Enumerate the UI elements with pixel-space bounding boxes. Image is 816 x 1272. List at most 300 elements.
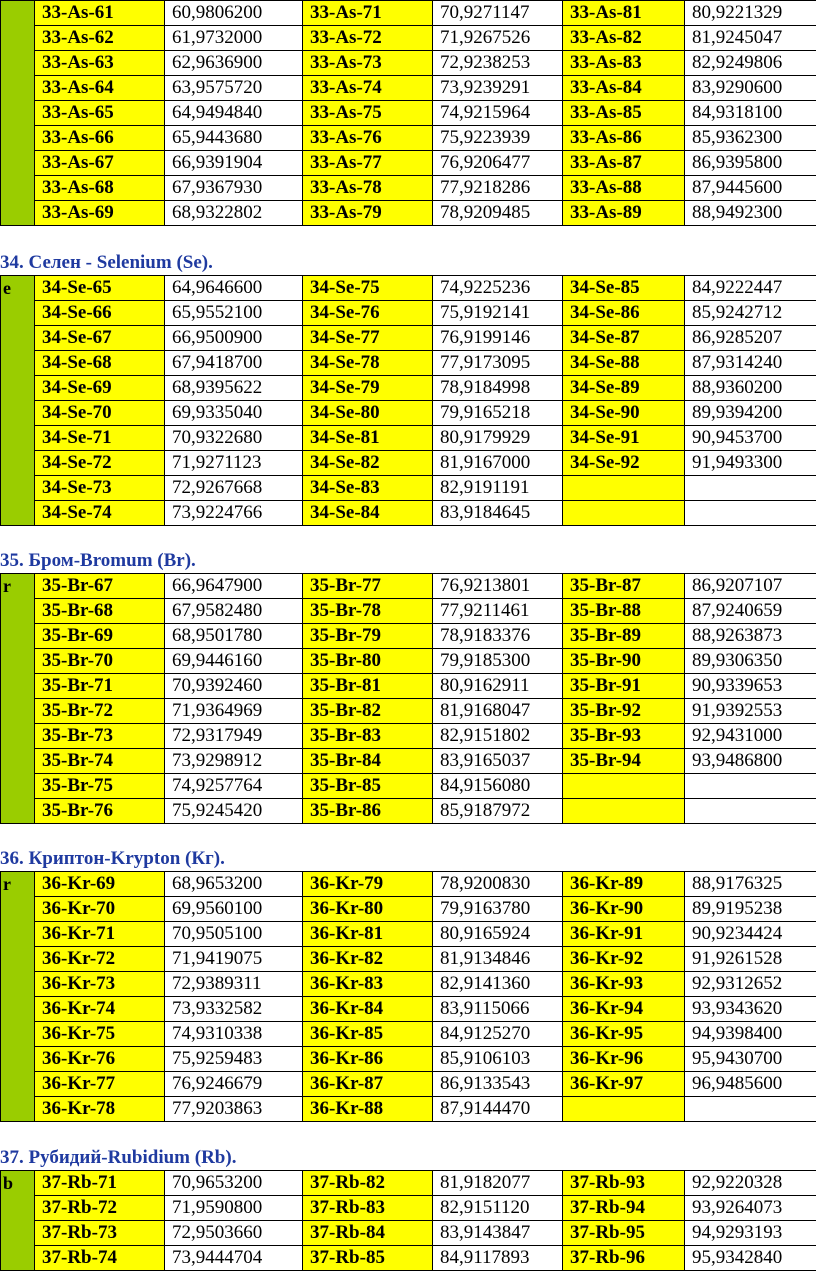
- isotope-label: 35-Br-89: [563, 624, 685, 649]
- table-row: [1, 401, 816, 426]
- table-row: [1, 1022, 816, 1047]
- atomic-mass: 75,9259483: [165, 1047, 303, 1072]
- isotope-label: 33-As-89: [563, 201, 685, 226]
- atomic-mass: 89,9306350: [685, 649, 816, 674]
- atomic-mass: 83,9165037: [433, 749, 563, 774]
- atomic-mass: 84,9156080: [433, 774, 563, 799]
- table-row: [1, 897, 816, 922]
- atomic-mass: 64,9646600: [165, 276, 303, 301]
- element-symbol-cell: r: [1, 872, 35, 1122]
- isotope-label: 33-As-81: [563, 1, 685, 26]
- atomic-mass: 72,9389311: [165, 972, 303, 997]
- isotope-label: 37-Rb-84: [303, 1221, 433, 1246]
- atomic-mass: 66,9391904: [165, 151, 303, 176]
- isotope-label: 34-Se-91: [563, 426, 685, 451]
- atomic-mass: 77,9203863: [165, 1097, 303, 1122]
- isotope-label: 33-As-84: [563, 76, 685, 101]
- isotope-label: 36-Kr-88: [303, 1097, 433, 1122]
- atomic-mass: 71,9590800: [165, 1196, 303, 1221]
- isotope-label: 37-Rb-73: [35, 1221, 165, 1246]
- atomic-mass: 71,9364969: [165, 699, 303, 724]
- atomic-mass: 84,9117893: [433, 1246, 563, 1271]
- isotope-label: 36-Kr-90: [563, 897, 685, 922]
- isotope-label: 35-Br-71: [35, 674, 165, 699]
- isotope-label: 33-As-64: [35, 76, 165, 101]
- isotope-label: 34-Se-80: [303, 401, 433, 426]
- isotope-label: 36-Kr-89: [563, 872, 685, 897]
- table-row: [1, 176, 816, 201]
- isotope-label: 35-Br-75: [35, 774, 165, 799]
- atomic-mass: 81,9245047: [685, 26, 816, 51]
- isotope-label: 36-Kr-74: [35, 997, 165, 1022]
- atomic-mass: 84,9318100: [685, 101, 816, 126]
- empty-cell: [685, 799, 816, 824]
- isotope-label: 36-Kr-75: [35, 1022, 165, 1047]
- atomic-mass: 80,9165924: [433, 922, 563, 947]
- table-row: [1, 26, 816, 51]
- isotope-label: 35-Br-82: [303, 699, 433, 724]
- empty-cell: [685, 476, 816, 501]
- table-row: [1, 624, 816, 649]
- table-row: [1, 276, 816, 301]
- atomic-mass: 84,9125270: [433, 1022, 563, 1047]
- isotope-label: 35-Br-74: [35, 749, 165, 774]
- isotope-label: 36-Kr-76: [35, 1047, 165, 1072]
- atomic-mass: 80,9221329: [685, 1, 816, 26]
- isotope-label: 34-Se-65: [35, 276, 165, 301]
- atomic-mass: 91,9261528: [685, 947, 816, 972]
- isotope-label: 34-Se-90: [563, 401, 685, 426]
- isotope-label: 34-Se-87: [563, 326, 685, 351]
- atomic-mass: 61,9732000: [165, 26, 303, 51]
- atomic-mass: 76,9199146: [433, 326, 563, 351]
- atomic-mass: 69,9560100: [165, 897, 303, 922]
- table-row: [1, 997, 816, 1022]
- isotope-label: 34-Se-71: [35, 426, 165, 451]
- atomic-mass: 90,9453700: [685, 426, 816, 451]
- isotope-label: 35-Br-83: [303, 724, 433, 749]
- isotope-label: 36-Kr-86: [303, 1047, 433, 1072]
- empty-cell: [685, 774, 816, 799]
- isotope-label: 37-Rb-82: [303, 1171, 433, 1196]
- atomic-mass: 78,9183376: [433, 624, 563, 649]
- atomic-mass: 67,9418700: [165, 351, 303, 376]
- isotope-table: [0, 0, 816, 226]
- isotope-label: 35-Br-90: [563, 649, 685, 674]
- atomic-mass: 88,9492300: [685, 201, 816, 226]
- isotope-label: 33-As-86: [563, 126, 685, 151]
- isotope-label: 35-Br-84: [303, 749, 433, 774]
- empty-cell: [563, 774, 685, 799]
- isotope-label: 35-Br-69: [35, 624, 165, 649]
- table-row: [1, 749, 816, 774]
- isotope-label: 34-Se-77: [303, 326, 433, 351]
- atomic-mass: 62,9636900: [165, 51, 303, 76]
- table-row: [1, 1072, 816, 1097]
- isotope-label: 33-As-66: [35, 126, 165, 151]
- isotope-label: 35-Br-73: [35, 724, 165, 749]
- isotope-label: 34-Se-72: [35, 451, 165, 476]
- isotope-label: 34-Se-69: [35, 376, 165, 401]
- isotope-label: 34-Se-78: [303, 351, 433, 376]
- isotope-label: 37-Rb-96: [563, 1246, 685, 1271]
- table-row: [1, 1246, 816, 1271]
- atomic-mass: 87,9314240: [685, 351, 816, 376]
- isotope-table: [0, 1170, 816, 1271]
- isotope-label: 34-Se-68: [35, 351, 165, 376]
- table-row: [1, 326, 816, 351]
- isotope-label: 33-As-73: [303, 51, 433, 76]
- section-heading: 37. Рубидий-Rubidium (Rb).: [0, 1147, 237, 1168]
- table-row: [1, 774, 816, 799]
- atomic-mass: 63,9575720: [165, 76, 303, 101]
- atomic-mass: 86,9207107: [685, 574, 816, 599]
- isotope-label: 33-As-79: [303, 201, 433, 226]
- atomic-mass: 92,9220328: [685, 1171, 816, 1196]
- isotope-label: 34-Se-70: [35, 401, 165, 426]
- atomic-mass: 68,9653200: [165, 872, 303, 897]
- isotope-label: 36-Kr-83: [303, 972, 433, 997]
- atomic-mass: 93,9343620: [685, 997, 816, 1022]
- isotope-label: 36-Kr-95: [563, 1022, 685, 1047]
- atomic-mass: 68,9501780: [165, 624, 303, 649]
- isotope-label: 35-Br-67: [35, 574, 165, 599]
- atomic-mass: 78,9200830: [433, 872, 563, 897]
- atomic-mass: 81,9182077: [433, 1171, 563, 1196]
- atomic-mass: 82,9141360: [433, 972, 563, 997]
- isotope-label: 36-Kr-91: [563, 922, 685, 947]
- isotope-label: 33-As-82: [563, 26, 685, 51]
- table-row: [1, 501, 816, 526]
- isotope-label: 35-Br-88: [563, 599, 685, 624]
- isotope-label: 33-As-75: [303, 101, 433, 126]
- isotope-table: [0, 871, 816, 1122]
- atomic-mass: 83,9143847: [433, 1221, 563, 1246]
- empty-cell: [563, 476, 685, 501]
- atomic-mass: 66,9647900: [165, 574, 303, 599]
- atomic-mass: 89,9195238: [685, 897, 816, 922]
- isotope-label: 36-Kr-70: [35, 897, 165, 922]
- atomic-mass: 91,9493300: [685, 451, 816, 476]
- isotope-label: 37-Rb-93: [563, 1171, 685, 1196]
- atomic-mass: 86,9395800: [685, 151, 816, 176]
- atomic-mass: 90,9234424: [685, 922, 816, 947]
- table-row: [1, 151, 816, 176]
- table-row: [1, 201, 816, 226]
- atomic-mass: 77,9218286: [433, 176, 563, 201]
- isotope-label: 35-Br-78: [303, 599, 433, 624]
- isotope-label: 33-As-63: [35, 51, 165, 76]
- isotope-label: 34-Se-75: [303, 276, 433, 301]
- table-row: [1, 376, 816, 401]
- isotope-label: 35-Br-77: [303, 574, 433, 599]
- isotope-label: 33-As-74: [303, 76, 433, 101]
- empty-cell: [563, 1097, 685, 1122]
- isotope-label: 35-Br-85: [303, 774, 433, 799]
- atomic-mass: 81,9167000: [433, 451, 563, 476]
- isotope-label: 36-Kr-78: [35, 1097, 165, 1122]
- atomic-mass: 84,9222447: [685, 276, 816, 301]
- isotope-label: 36-Kr-93: [563, 972, 685, 997]
- table-row: [1, 126, 816, 151]
- atomic-mass: 72,9267668: [165, 476, 303, 501]
- atomic-mass: 65,9443680: [165, 126, 303, 151]
- atomic-mass: 82,9249806: [685, 51, 816, 76]
- atomic-mass: 73,9224766: [165, 501, 303, 526]
- isotope-label: 34-Se-82: [303, 451, 433, 476]
- isotope-label: 37-Rb-95: [563, 1221, 685, 1246]
- isotope-label: 35-Br-86: [303, 799, 433, 824]
- table-row: [1, 51, 816, 76]
- atomic-mass: 87,9240659: [685, 599, 816, 624]
- table-row: [1, 1, 816, 26]
- isotope-label: 34-Se-81: [303, 426, 433, 451]
- atomic-mass: 93,9486800: [685, 749, 816, 774]
- isotope-label: 34-Se-73: [35, 476, 165, 501]
- isotope-label: 33-As-67: [35, 151, 165, 176]
- atomic-mass: 86,9285207: [685, 326, 816, 351]
- atomic-mass: 79,9163780: [433, 897, 563, 922]
- table-row: [1, 1047, 816, 1072]
- isotope-label: 36-Kr-69: [35, 872, 165, 897]
- table-row: [1, 476, 816, 501]
- atomic-mass: 82,9151120: [433, 1196, 563, 1221]
- atomic-mass: 60,9806200: [165, 1, 303, 26]
- isotope-label: 33-As-71: [303, 1, 433, 26]
- table-row: [1, 922, 816, 947]
- isotope-label: 36-Kr-81: [303, 922, 433, 947]
- empty-cell: [563, 799, 685, 824]
- isotope-label: 33-As-62: [35, 26, 165, 51]
- isotope-label: 35-Br-91: [563, 674, 685, 699]
- table-row: [1, 1196, 816, 1221]
- isotope-label: 33-As-68: [35, 176, 165, 201]
- isotope-label: 34-Se-83: [303, 476, 433, 501]
- atomic-mass: 71,9267526: [433, 26, 563, 51]
- table-row: [1, 1221, 816, 1246]
- section-heading: 35. Бром-Bromum (Br).: [0, 550, 196, 571]
- atomic-mass: 72,9503660: [165, 1221, 303, 1246]
- isotope-label: 37-Rb-74: [35, 1246, 165, 1271]
- atomic-mass: 79,9165218: [433, 401, 563, 426]
- isotope-label: 35-Br-72: [35, 699, 165, 724]
- table-row: [1, 947, 816, 972]
- atomic-mass: 64,9494840: [165, 101, 303, 126]
- isotope-label: 34-Se-88: [563, 351, 685, 376]
- atomic-mass: 73,9444704: [165, 1246, 303, 1271]
- atomic-mass: 68,9322802: [165, 201, 303, 226]
- isotope-label: 36-Kr-94: [563, 997, 685, 1022]
- empty-cell: [685, 1097, 816, 1122]
- isotope-label: 36-Kr-84: [303, 997, 433, 1022]
- atomic-mass: 79,9185300: [433, 649, 563, 674]
- table-row: [1, 699, 816, 724]
- atomic-mass: 88,9263873: [685, 624, 816, 649]
- atomic-mass: 67,9582480: [165, 599, 303, 624]
- atomic-mass: 93,9264073: [685, 1196, 816, 1221]
- isotope-label: 36-Kr-82: [303, 947, 433, 972]
- atomic-mass: 78,9209485: [433, 201, 563, 226]
- isotope-label: 36-Kr-96: [563, 1047, 685, 1072]
- atomic-mass: 76,9246679: [165, 1072, 303, 1097]
- table-row: [1, 451, 816, 476]
- isotope-label: 33-As-78: [303, 176, 433, 201]
- isotope-label: 37-Rb-85: [303, 1246, 433, 1271]
- table-row: [1, 1171, 816, 1196]
- isotope-label: 36-Kr-85: [303, 1022, 433, 1047]
- isotope-label: 35-Br-76: [35, 799, 165, 824]
- atomic-mass: 74,9225236: [433, 276, 563, 301]
- table-row: [1, 674, 816, 699]
- isotope-label: 34-Se-85: [563, 276, 685, 301]
- element-symbol-cell: b: [1, 1171, 35, 1271]
- atomic-mass: 86,9133543: [433, 1072, 563, 1097]
- table-row: [1, 649, 816, 674]
- isotope-label: 36-Kr-71: [35, 922, 165, 947]
- isotope-label: 33-As-85: [563, 101, 685, 126]
- atomic-mass: 72,9238253: [433, 51, 563, 76]
- atomic-mass: 73,9298912: [165, 749, 303, 774]
- table-row: [1, 972, 816, 997]
- atomic-mass: 75,9223939: [433, 126, 563, 151]
- isotope-label: 36-Kr-97: [563, 1072, 685, 1097]
- atomic-mass: 92,9312652: [685, 972, 816, 997]
- isotope-label: 34-Se-74: [35, 501, 165, 526]
- atomic-mass: 85,9362300: [685, 126, 816, 151]
- isotope-label: 35-Br-68: [35, 599, 165, 624]
- element-symbol-cell: e: [1, 276, 35, 526]
- isotope-label: 33-As-76: [303, 126, 433, 151]
- atomic-mass: 76,9206477: [433, 151, 563, 176]
- atomic-mass: 85,9187972: [433, 799, 563, 824]
- table-row: [1, 872, 816, 897]
- atomic-mass: 67,9367930: [165, 176, 303, 201]
- atomic-mass: 70,9505100: [165, 922, 303, 947]
- isotope-label: 35-Br-70: [35, 649, 165, 674]
- table-row: [1, 76, 816, 101]
- atomic-mass: 95,9342840: [685, 1246, 816, 1271]
- atomic-mass: 71,9419075: [165, 947, 303, 972]
- isotope-label: 34-Se-84: [303, 501, 433, 526]
- atomic-mass: 70,9271147: [433, 1, 563, 26]
- atomic-mass: 74,9215964: [433, 101, 563, 126]
- isotope-label: 33-As-87: [563, 151, 685, 176]
- table-row: [1, 599, 816, 624]
- isotope-label: 36-Kr-92: [563, 947, 685, 972]
- table-row: [1, 351, 816, 376]
- atomic-mass: 88,9176325: [685, 872, 816, 897]
- isotope-label: 35-Br-79: [303, 624, 433, 649]
- atomic-mass: 85,9242712: [685, 301, 816, 326]
- isotope-label: 33-As-83: [563, 51, 685, 76]
- atomic-mass: 83,9115066: [433, 997, 563, 1022]
- isotope-label: 36-Kr-73: [35, 972, 165, 997]
- atomic-mass: 96,9485600: [685, 1072, 816, 1097]
- atomic-mass: 92,9431000: [685, 724, 816, 749]
- isotope-label: 34-Se-67: [35, 326, 165, 351]
- atomic-mass: 87,9144470: [433, 1097, 563, 1122]
- atomic-mass: 75,9192141: [433, 301, 563, 326]
- atomic-mass: 87,9445600: [685, 176, 816, 201]
- atomic-mass: 90,9339653: [685, 674, 816, 699]
- isotope-label: 37-Rb-94: [563, 1196, 685, 1221]
- isotope-label: 33-As-65: [35, 101, 165, 126]
- isotope-label: 35-Br-92: [563, 699, 685, 724]
- atomic-mass: 82,9151802: [433, 724, 563, 749]
- table-row: [1, 574, 816, 599]
- element-symbol-cell: r: [1, 574, 35, 824]
- isotope-label: 36-Kr-80: [303, 897, 433, 922]
- isotope-label: 33-As-77: [303, 151, 433, 176]
- table-row: [1, 101, 816, 126]
- element-symbol-cell: [1, 1, 35, 226]
- isotope-label: 34-Se-92: [563, 451, 685, 476]
- isotope-label: 37-Rb-83: [303, 1196, 433, 1221]
- isotope-label: 35-Br-80: [303, 649, 433, 674]
- isotope-label: 36-Kr-72: [35, 947, 165, 972]
- atomic-mass: 88,9360200: [685, 376, 816, 401]
- isotope-label: 35-Br-94: [563, 749, 685, 774]
- isotope-label: 33-As-72: [303, 26, 433, 51]
- isotope-label: 34-Se-89: [563, 376, 685, 401]
- atomic-mass: 69,9446160: [165, 649, 303, 674]
- atomic-mass: 81,9134846: [433, 947, 563, 972]
- isotope-label: 36-Kr-79: [303, 872, 433, 897]
- isotope-label: 36-Kr-77: [35, 1072, 165, 1097]
- atomic-mass: 80,9179929: [433, 426, 563, 451]
- table-row: [1, 301, 816, 326]
- atomic-mass: 78,9184998: [433, 376, 563, 401]
- atomic-mass: 70,9322680: [165, 426, 303, 451]
- atomic-mass: 80,9162911: [433, 674, 563, 699]
- table-row: [1, 1097, 816, 1122]
- table-row: [1, 799, 816, 824]
- isotope-label: 36-Kr-87: [303, 1072, 433, 1097]
- atomic-mass: 81,9168047: [433, 699, 563, 724]
- isotope-label: 35-Br-93: [563, 724, 685, 749]
- atomic-mass: 73,9332582: [165, 997, 303, 1022]
- isotope-label: 34-Se-66: [35, 301, 165, 326]
- atomic-mass: 73,9239291: [433, 76, 563, 101]
- atomic-mass: 68,9395622: [165, 376, 303, 401]
- atomic-mass: 89,9394200: [685, 401, 816, 426]
- empty-cell: [563, 501, 685, 526]
- table-row: [1, 724, 816, 749]
- isotope-label: 37-Rb-71: [35, 1171, 165, 1196]
- isotope-label: 34-Se-76: [303, 301, 433, 326]
- atomic-mass: 66,9500900: [165, 326, 303, 351]
- isotope-label: 34-Se-86: [563, 301, 685, 326]
- atomic-mass: 91,9392553: [685, 699, 816, 724]
- isotope-table: [0, 275, 816, 526]
- atomic-mass: 70,9653200: [165, 1171, 303, 1196]
- atomic-mass: 77,9211461: [433, 599, 563, 624]
- isotope-label: 35-Br-81: [303, 674, 433, 699]
- atomic-mass: 83,9184645: [433, 501, 563, 526]
- atomic-mass: 85,9106103: [433, 1047, 563, 1072]
- isotope-label: 33-As-69: [35, 201, 165, 226]
- atomic-mass: 82,9191191: [433, 476, 563, 501]
- section-heading: 34. Селен - Selenium (Se).: [0, 252, 213, 273]
- isotope-label: 35-Br-87: [563, 574, 685, 599]
- atomic-mass: 77,9173095: [433, 351, 563, 376]
- isotope-label: 34-Se-79: [303, 376, 433, 401]
- atomic-mass: 70,9392460: [165, 674, 303, 699]
- atomic-mass: 75,9245420: [165, 799, 303, 824]
- isotope-label: 37-Rb-72: [35, 1196, 165, 1221]
- atomic-mass: 65,9552100: [165, 301, 303, 326]
- isotope-label: 33-As-88: [563, 176, 685, 201]
